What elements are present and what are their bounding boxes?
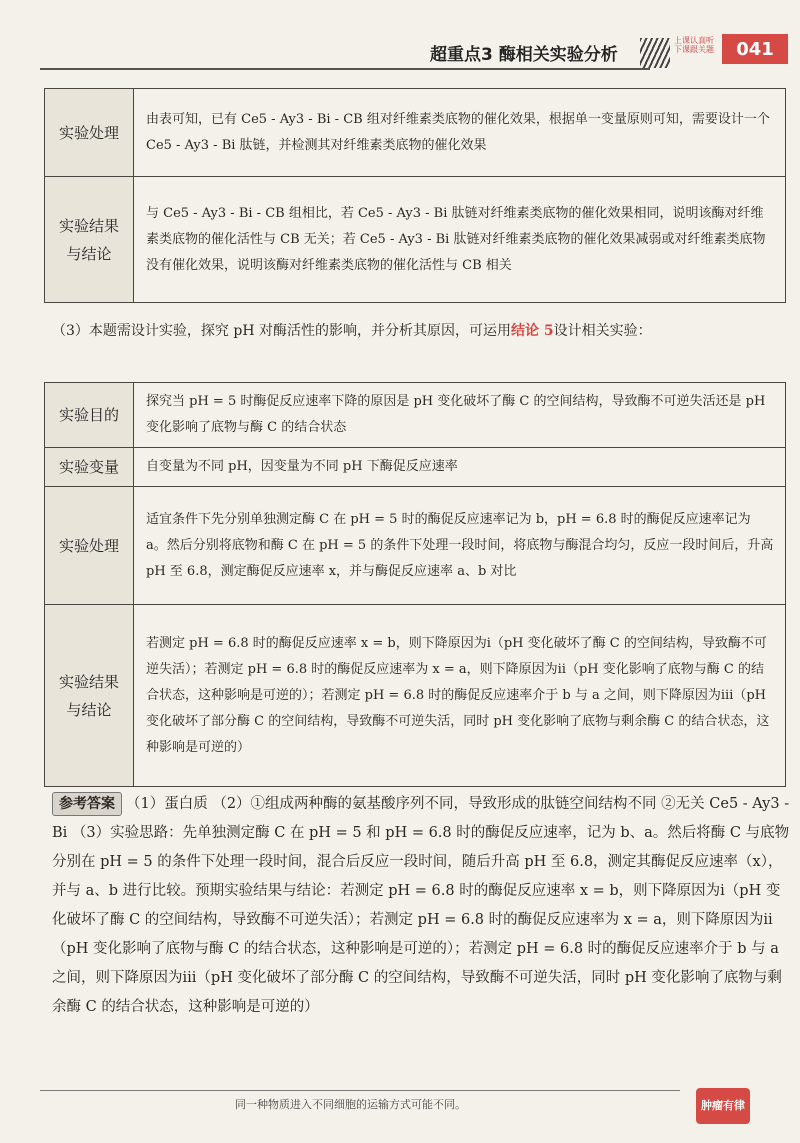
row-label-text: 实验结果与结论 xyxy=(58,216,119,263)
header-stripes-decoration xyxy=(640,38,670,68)
row-content: 若测定 pH = 6.8 时的酶促反应速率 x = b，则下降原因为ⅰ（pH 变化破坏了酶 C 的空间结构，导致酶不可逆失活）；若测定 pH = 6.8 时的酶促反应速率为 x = a，则下降原因为ⅱ（pH 变化影响了底物与酶 C 的结合状态，这种影响是可逆的）；若测定 pH = 6.8 时的酶促反应速率介于 b 与 a 之间，则下降原因为ⅲ（pH 变化破坏了部分酶 C 的空间结构，导致酶不可逆失活，同时 pH 变化影响了底物与剩余酶 C 的结合状态，这种影响是可逆的） xyxy=(134,605,786,787)
row-content: 与 Ce5 - Ay3 - Bi - CB 组相比，若 Ce5 - Ay3 - Bi 肽链对纤维素类底物的催化效果相同，说明该酶对纤维素类底物的催化活性与 CB 无关；若 Ce5 - Ay3 - Bi 肽链对纤维素类底物的催化效果减弱或对纤维素类底物没有催化效果，说明该酶对纤维素类底物的催化活性与 CB 相关 xyxy=(134,177,786,303)
intro-before: （3）本题需设计实验，探究 pH 对酶活性的影响，并分析其原因，可运用 xyxy=(52,323,511,339)
table-row xyxy=(45,383,786,448)
table-row xyxy=(45,487,786,605)
row-label: 实验变量 xyxy=(45,448,134,487)
table-row xyxy=(45,605,786,787)
conclusion-highlight: 结论 5 xyxy=(510,323,554,339)
page-number: 041 xyxy=(722,34,788,64)
question-3-intro xyxy=(52,318,782,345)
section-title: 超重点3 酶相关实验分析 xyxy=(430,45,618,65)
answer-text: （1）蛋白质 （2）①组成两种酶的氨基酸序列不同，导致形成的肽链空间结构不同 ②无关 Ce5 - Ay3 - Bi （3）实验思路：先单独测定酶 C 在 pH = 5 和 pH = 6.8 时的酶促反应速率，记为 b、a。然后将酶 C 与底物分别在 pH = 5 的条件下处理一段时间，混合后反应一段时间，随后升高 pH 至 6.8，测定其酶促反应速率（x），并与 a、b 进行比较。预期实验结果与结论：若测定 pH = 6.8 时的酶促反应速率 x = b，则下降原因为ⅰ（pH 变化破坏了酶 C 的空间结构，导致酶不可逆失活）；若测定 pH = 6.8 时的酶促反应速率为 x = a，则下降原因为ⅱ（pH 变化影响了底物与酶 C 的结合状态，这种影响是可逆的）；若测定 pH = 6.8 时的酶促反应速率介于 b 与 a 之间，则下降原因为ⅲ（pH 变化破坏了部分酶 C 的空间结构，导致酶不可逆失活，同时 pH 变化影响了底物与剩余酶 C 的结合状态，这种影响是可逆的） xyxy=(52,796,790,1015)
intro-after: 设计相关实验： xyxy=(553,323,652,339)
row-content: 自变量为不同 pH，因变量为不同 pH 下酶促反应速率 xyxy=(134,448,786,487)
reference-answer xyxy=(52,790,790,1022)
footer-rule xyxy=(40,1090,680,1091)
row-label-text: 实验结果与结论 xyxy=(58,672,119,719)
header-rule xyxy=(40,68,650,70)
row-label: 实验处理 xyxy=(45,487,134,605)
row-label xyxy=(45,177,134,303)
page-header xyxy=(0,30,800,72)
experiment-table-2 xyxy=(44,382,786,787)
row-content: 由表可知，已有 Ce5 - Ay3 - Bi - CB 组对纤维素类底物的催化效果，根据单一变量原则可知，需要设计一个 Ce5 - Ay3 - Bi 肽链，并检测其对纤维素类底物的催化效果 xyxy=(134,89,786,177)
row-content: 适宜条件下先分别单独测定酶 C 在 pH = 5 时的酶促反应速率记为 b，pH = 6.8 时的酶促反应速率记为 a。然后分别将底物和酶 C 在 pH = 5 的条件下处理一段时间，将底物与酶混合均匀，反应一段时间后，升高 pH 至 6.8，测定酶促反应速率 x，并与酶促反应速率 a、b 对比 xyxy=(134,487,786,605)
table-row xyxy=(45,89,786,177)
footer-tip: 同一种物质进入不同细胞的运输方式可能不同。 xyxy=(235,1098,466,1111)
row-label xyxy=(45,605,134,787)
row-label: 实验目的 xyxy=(45,383,134,448)
table-row xyxy=(45,177,786,303)
row-label: 实验处理 xyxy=(45,89,134,177)
table-row xyxy=(45,448,786,487)
answer-tag: 参考答案 xyxy=(52,792,122,816)
experiment-table-1 xyxy=(44,88,786,303)
footer-badge: 肿瘤有律 xyxy=(696,1088,750,1124)
row-content: 探究当 pH = 5 时酶促反应速率下降的原因是 pH 变化破坏了酶 C 的空间结构，导致酶不可逆失活还是 pH 变化影响了底物与酶 C 的结合状态 xyxy=(134,383,786,448)
header-badge: 上课认真听 下课跟关题 xyxy=(674,36,714,54)
